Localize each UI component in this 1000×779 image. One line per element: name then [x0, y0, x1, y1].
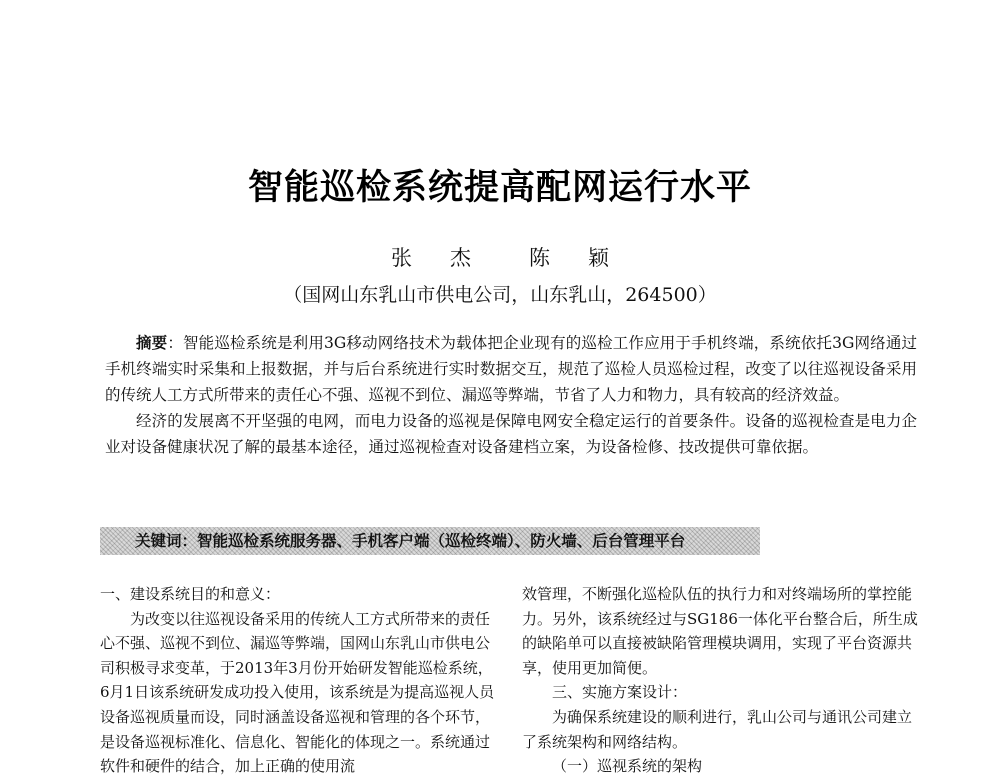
keywords-bar — [100, 527, 760, 555]
abstract-label: 摘要 — [136, 334, 168, 352]
abstract-paragraph — [105, 330, 917, 408]
keywords-label: 关键词 — [135, 532, 182, 550]
right-heading-3: 三、实施方案设计： — [552, 683, 688, 702]
right-subheading: （一）巡视系统的架构 — [552, 757, 703, 776]
author-char: 杰 — [450, 246, 471, 270]
right-paragraph-1: 效管理，不断强化巡检队伍的执行力和对终端场所的掌控能力。另外，该系统经过与SG186一体化平台整合后，所生成的缺陷单可以直接被缺陷管理模块调用，实现了平台资源共享，使用更加简便。 — [522, 585, 918, 677]
right-column — [522, 582, 920, 779]
left-column — [100, 582, 498, 779]
right-paragraph-2: 为确保系统建设的顺利进行，乳山公司与通讯公司建立了系统架构和网络结构。 — [522, 707, 913, 751]
left-heading-1: 一、建设系统目的和意义： — [100, 585, 281, 603]
left-paragraph-1: 为改变以往巡视设备采用的传统人工方式所带来的责任心不强、巡视不到位、漏巡等弊端，国网山东乳山市供电公司积极寻求变革，于2013年3月份开始研发智能巡检系统，6月1日该系统研发成功投入使用，该系统是为提高巡视人员设备巡视质量而设，同时涵盖设备巡视和管理的各个环节，是设备巡视标准化、信息化、智能化的体现之一。系统通过软件和硬件的结合，加上正确的使用流 — [100, 609, 495, 776]
abstract-paragraph-2: 经济的发展离不开坚强的电网，而电力设备的巡视是保障电网安全稳定运行的首要条件。设备的巡视检查是电力企业对设备健康状况了解的最基本途径，通过巡视检查对设备建档立案，为设备检修、技改提供可靠依据。 — [105, 412, 917, 456]
author-char: 颖 — [588, 246, 609, 270]
affiliation: （国网山东乳山市供电公司，山东乳山，264500） — [283, 284, 717, 306]
keywords-text: ：智能巡检系统服务器、手机客户端（巡检终端）、防火墙、后台管理平台 — [181, 532, 686, 550]
author-char: 张 — [391, 246, 412, 270]
paper-title: 智能巡检系统提高配网运行水平 — [247, 168, 752, 208]
abstract — [105, 330, 917, 460]
authors — [0, 242, 1000, 272]
abstract-text: ：智能巡检系统是利用3G移动网络技术为载体把企业现有的巡检工作应用于手机终端，系统依托3G网络通过手机终端实时采集和上报数据，并与后台系统进行实时数据交互，规范了巡检人员巡检过程，改变了以往巡视设备采用的传统人工方式所带来的责任心不强、巡视不到位、漏巡等弊端，节省了人力和物力，具有较高的经济效益。 — [105, 334, 917, 404]
author-char: 陈 — [529, 246, 550, 270]
